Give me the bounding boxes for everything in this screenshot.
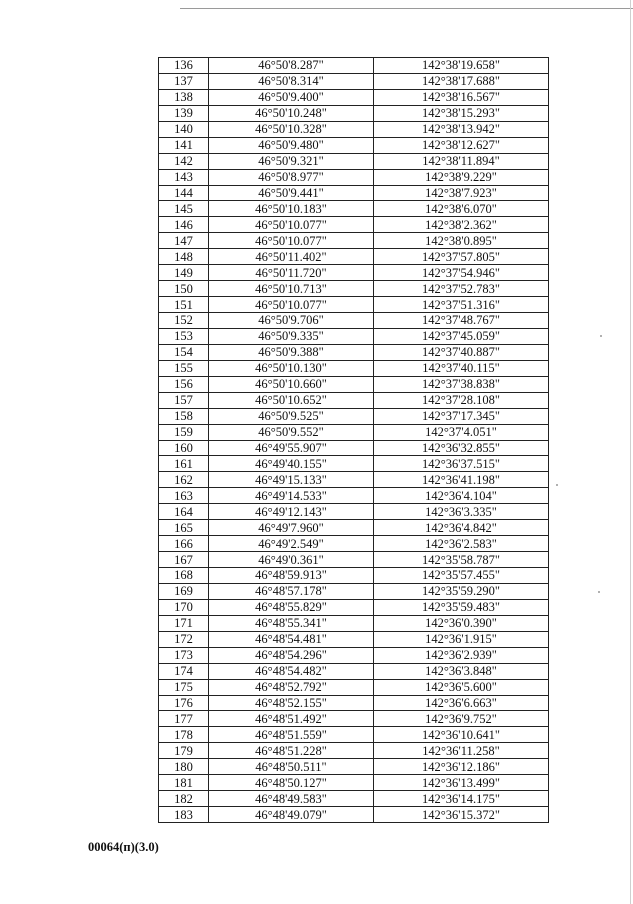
table-row bbox=[159, 679, 549, 695]
point-number-cell: 149 bbox=[159, 265, 209, 281]
table-row bbox=[159, 265, 549, 281]
document-code: 00064(п)(3.0) bbox=[88, 840, 159, 854]
latitude-cell: 46°50'9.321" bbox=[209, 153, 374, 169]
latitude-cell: 46°50'8.287" bbox=[209, 58, 374, 74]
table-row bbox=[159, 153, 549, 169]
latitude-cell: 46°48'51.492" bbox=[209, 711, 374, 727]
table-row bbox=[159, 456, 549, 472]
table-row bbox=[159, 185, 549, 201]
coordinates-table-body bbox=[159, 58, 549, 823]
latitude-cell: 46°50'9.388" bbox=[209, 344, 374, 360]
latitude-cell: 46°50'10.713" bbox=[209, 281, 374, 297]
latitude-cell: 46°49'55.907" bbox=[209, 440, 374, 456]
longitude-cell: 142°37'4.051" bbox=[374, 424, 549, 440]
longitude-cell: 142°38'11.894" bbox=[374, 153, 549, 169]
latitude-cell: 46°49'15.133" bbox=[209, 472, 374, 488]
point-number-cell: 158 bbox=[159, 408, 209, 424]
latitude-cell: 46°50'8.314" bbox=[209, 73, 374, 89]
table-row bbox=[159, 137, 549, 153]
table-row bbox=[159, 583, 549, 599]
point-number-cell: 157 bbox=[159, 392, 209, 408]
scan-speck bbox=[600, 335, 602, 337]
point-number-cell: 156 bbox=[159, 376, 209, 392]
table-row bbox=[159, 169, 549, 185]
table-row bbox=[159, 392, 549, 408]
longitude-cell: 142°36'4.104" bbox=[374, 488, 549, 504]
longitude-cell: 142°37'51.316" bbox=[374, 297, 549, 313]
latitude-cell: 46°48'55.341" bbox=[209, 615, 374, 631]
point-number-cell: 183 bbox=[159, 807, 209, 823]
latitude-cell: 46°50'10.183" bbox=[209, 201, 374, 217]
longitude-cell: 142°36'5.600" bbox=[374, 679, 549, 695]
longitude-cell: 142°36'10.641" bbox=[374, 727, 549, 743]
longitude-cell: 142°37'52.783" bbox=[374, 281, 549, 297]
point-number-cell: 151 bbox=[159, 297, 209, 313]
longitude-cell: 142°37'48.767" bbox=[374, 313, 549, 329]
longitude-cell: 142°36'6.663" bbox=[374, 695, 549, 711]
latitude-cell: 46°48'50.511" bbox=[209, 759, 374, 775]
longitude-cell: 142°38'6.070" bbox=[374, 201, 549, 217]
table-row bbox=[159, 73, 549, 89]
table-row bbox=[159, 743, 549, 759]
point-number-cell: 175 bbox=[159, 679, 209, 695]
latitude-cell: 46°48'57.178" bbox=[209, 583, 374, 599]
longitude-cell: 142°38'16.567" bbox=[374, 89, 549, 105]
longitude-cell: 142°38'0.895" bbox=[374, 233, 549, 249]
table-row bbox=[159, 663, 549, 679]
latitude-cell: 46°50'10.248" bbox=[209, 105, 374, 121]
latitude-cell: 46°50'10.130" bbox=[209, 360, 374, 376]
point-number-cell: 164 bbox=[159, 504, 209, 520]
point-number-cell: 163 bbox=[159, 488, 209, 504]
latitude-cell: 46°49'12.143" bbox=[209, 504, 374, 520]
point-number-cell: 153 bbox=[159, 328, 209, 344]
point-number-cell: 167 bbox=[159, 552, 209, 568]
table-row bbox=[159, 695, 549, 711]
latitude-cell: 46°48'51.559" bbox=[209, 727, 374, 743]
table-row bbox=[159, 408, 549, 424]
point-number-cell: 144 bbox=[159, 185, 209, 201]
scan-top-edge-line bbox=[180, 8, 633, 9]
table-row bbox=[159, 647, 549, 663]
longitude-cell: 142°36'4.842" bbox=[374, 520, 549, 536]
longitude-cell: 142°36'14.175" bbox=[374, 791, 549, 807]
point-number-cell: 173 bbox=[159, 647, 209, 663]
longitude-cell: 142°38'7.923" bbox=[374, 185, 549, 201]
point-number-cell: 161 bbox=[159, 456, 209, 472]
longitude-cell: 142°36'32.855" bbox=[374, 440, 549, 456]
point-number-cell: 181 bbox=[159, 775, 209, 791]
point-number-cell: 179 bbox=[159, 743, 209, 759]
table-row bbox=[159, 121, 549, 137]
longitude-cell: 142°37'40.887" bbox=[374, 344, 549, 360]
table-row bbox=[159, 599, 549, 615]
latitude-cell: 46°48'54.296" bbox=[209, 647, 374, 663]
point-number-cell: 148 bbox=[159, 249, 209, 265]
table-row bbox=[159, 328, 549, 344]
table-row bbox=[159, 440, 549, 456]
table-row bbox=[159, 711, 549, 727]
point-number-cell: 169 bbox=[159, 583, 209, 599]
latitude-cell: 46°49'2.549" bbox=[209, 536, 374, 552]
latitude-cell: 46°50'9.400" bbox=[209, 89, 374, 105]
latitude-cell: 46°49'14.533" bbox=[209, 488, 374, 504]
point-number-cell: 176 bbox=[159, 695, 209, 711]
table-row bbox=[159, 201, 549, 217]
latitude-cell: 46°48'50.127" bbox=[209, 775, 374, 791]
table-row bbox=[159, 536, 549, 552]
table-row bbox=[159, 281, 549, 297]
longitude-cell: 142°36'3.848" bbox=[374, 663, 549, 679]
longitude-cell: 142°36'37.515" bbox=[374, 456, 549, 472]
point-number-cell: 155 bbox=[159, 360, 209, 376]
latitude-cell: 46°50'11.402" bbox=[209, 249, 374, 265]
latitude-cell: 46°50'9.480" bbox=[209, 137, 374, 153]
point-number-cell: 139 bbox=[159, 105, 209, 121]
latitude-cell: 46°50'11.720" bbox=[209, 265, 374, 281]
point-number-cell: 166 bbox=[159, 536, 209, 552]
latitude-cell: 46°48'54.481" bbox=[209, 631, 374, 647]
longitude-cell: 142°36'15.372" bbox=[374, 807, 549, 823]
point-number-cell: 152 bbox=[159, 313, 209, 329]
longitude-cell: 142°36'13.499" bbox=[374, 775, 549, 791]
point-number-cell: 170 bbox=[159, 599, 209, 615]
latitude-cell: 46°48'51.228" bbox=[209, 743, 374, 759]
latitude-cell: 46°50'9.441" bbox=[209, 185, 374, 201]
longitude-cell: 142°38'12.627" bbox=[374, 137, 549, 153]
point-number-cell: 145 bbox=[159, 201, 209, 217]
longitude-cell: 142°35'59.483" bbox=[374, 599, 549, 615]
point-number-cell: 172 bbox=[159, 631, 209, 647]
point-number-cell: 146 bbox=[159, 217, 209, 233]
point-number-cell: 136 bbox=[159, 58, 209, 74]
longitude-cell: 142°35'58.787" bbox=[374, 552, 549, 568]
longitude-cell: 142°37'38.838" bbox=[374, 376, 549, 392]
longitude-cell: 142°38'13.942" bbox=[374, 121, 549, 137]
longitude-cell: 142°36'3.335" bbox=[374, 504, 549, 520]
point-number-cell: 165 bbox=[159, 520, 209, 536]
latitude-cell: 46°49'40.155" bbox=[209, 456, 374, 472]
point-number-cell: 150 bbox=[159, 281, 209, 297]
table-row bbox=[159, 631, 549, 647]
latitude-cell: 46°48'54.482" bbox=[209, 663, 374, 679]
point-number-cell: 138 bbox=[159, 89, 209, 105]
point-number-cell: 180 bbox=[159, 759, 209, 775]
longitude-cell: 142°36'9.752" bbox=[374, 711, 549, 727]
longitude-cell: 142°37'40.115" bbox=[374, 360, 549, 376]
longitude-cell: 142°38'17.688" bbox=[374, 73, 549, 89]
latitude-cell: 46°50'10.660" bbox=[209, 376, 374, 392]
latitude-cell: 46°50'9.706" bbox=[209, 313, 374, 329]
longitude-cell: 142°36'0.390" bbox=[374, 615, 549, 631]
latitude-cell: 46°50'10.077" bbox=[209, 297, 374, 313]
point-number-cell: 168 bbox=[159, 568, 209, 584]
table-row bbox=[159, 424, 549, 440]
point-number-cell: 171 bbox=[159, 615, 209, 631]
point-number-cell: 143 bbox=[159, 169, 209, 185]
table-row bbox=[159, 791, 549, 807]
latitude-cell: 46°48'52.792" bbox=[209, 679, 374, 695]
table-row bbox=[159, 89, 549, 105]
latitude-cell: 46°49'0.361" bbox=[209, 552, 374, 568]
table-row bbox=[159, 807, 549, 823]
table-row bbox=[159, 249, 549, 265]
latitude-cell: 46°49'7.960" bbox=[209, 520, 374, 536]
table-row bbox=[159, 344, 549, 360]
table-row bbox=[159, 568, 549, 584]
point-number-cell: 137 bbox=[159, 73, 209, 89]
table-row bbox=[159, 105, 549, 121]
table-row bbox=[159, 297, 549, 313]
latitude-cell: 46°50'9.335" bbox=[209, 328, 374, 344]
longitude-cell: 142°37'17.345" bbox=[374, 408, 549, 424]
longitude-cell: 142°38'19.658" bbox=[374, 58, 549, 74]
table-row bbox=[159, 233, 549, 249]
longitude-cell: 142°36'12.186" bbox=[374, 759, 549, 775]
latitude-cell: 46°50'10.077" bbox=[209, 233, 374, 249]
point-number-cell: 174 bbox=[159, 663, 209, 679]
latitude-cell: 46°48'55.829" bbox=[209, 599, 374, 615]
table-row bbox=[159, 552, 549, 568]
table-row bbox=[159, 217, 549, 233]
latitude-cell: 46°48'49.583" bbox=[209, 791, 374, 807]
longitude-cell: 142°37'54.946" bbox=[374, 265, 549, 281]
longitude-cell: 142°38'2.362" bbox=[374, 217, 549, 233]
table-row bbox=[159, 472, 549, 488]
table-row bbox=[159, 727, 549, 743]
point-number-cell: 160 bbox=[159, 440, 209, 456]
point-number-cell: 177 bbox=[159, 711, 209, 727]
longitude-cell: 142°38'9.229" bbox=[374, 169, 549, 185]
latitude-cell: 46°48'59.913" bbox=[209, 568, 374, 584]
table-row bbox=[159, 376, 549, 392]
latitude-cell: 46°50'8.977" bbox=[209, 169, 374, 185]
longitude-cell: 142°36'11.258" bbox=[374, 743, 549, 759]
point-number-cell: 154 bbox=[159, 344, 209, 360]
table-row bbox=[159, 58, 549, 74]
longitude-cell: 142°37'57.805" bbox=[374, 249, 549, 265]
latitude-cell: 46°50'10.077" bbox=[209, 217, 374, 233]
longitude-cell: 142°36'41.198" bbox=[374, 472, 549, 488]
point-number-cell: 140 bbox=[159, 121, 209, 137]
longitude-cell: 142°37'28.108" bbox=[374, 392, 549, 408]
point-number-cell: 162 bbox=[159, 472, 209, 488]
table-row bbox=[159, 313, 549, 329]
latitude-cell: 46°50'9.525" bbox=[209, 408, 374, 424]
longitude-cell: 142°36'1.915" bbox=[374, 631, 549, 647]
table-row bbox=[159, 488, 549, 504]
coordinates-table bbox=[158, 57, 549, 823]
point-number-cell: 141 bbox=[159, 137, 209, 153]
scan-speck bbox=[556, 484, 558, 486]
table-row bbox=[159, 520, 549, 536]
latitude-cell: 46°50'10.652" bbox=[209, 392, 374, 408]
point-number-cell: 147 bbox=[159, 233, 209, 249]
table-row bbox=[159, 615, 549, 631]
longitude-cell: 142°37'45.059" bbox=[374, 328, 549, 344]
longitude-cell: 142°35'57.455" bbox=[374, 568, 549, 584]
latitude-cell: 46°48'49.079" bbox=[209, 807, 374, 823]
longitude-cell: 142°35'59.290" bbox=[374, 583, 549, 599]
table-row bbox=[159, 360, 549, 376]
longitude-cell: 142°36'2.939" bbox=[374, 647, 549, 663]
point-number-cell: 182 bbox=[159, 791, 209, 807]
table-row bbox=[159, 775, 549, 791]
longitude-cell: 142°38'15.293" bbox=[374, 105, 549, 121]
latitude-cell: 46°50'9.552" bbox=[209, 424, 374, 440]
latitude-cell: 46°48'52.155" bbox=[209, 695, 374, 711]
table-row bbox=[159, 504, 549, 520]
longitude-cell: 142°36'2.583" bbox=[374, 536, 549, 552]
point-number-cell: 159 bbox=[159, 424, 209, 440]
scan-speck bbox=[598, 591, 600, 593]
latitude-cell: 46°50'10.328" bbox=[209, 121, 374, 137]
point-number-cell: 178 bbox=[159, 727, 209, 743]
point-number-cell: 142 bbox=[159, 153, 209, 169]
table-row bbox=[159, 759, 549, 775]
scan-right-edge-line bbox=[630, 0, 631, 904]
